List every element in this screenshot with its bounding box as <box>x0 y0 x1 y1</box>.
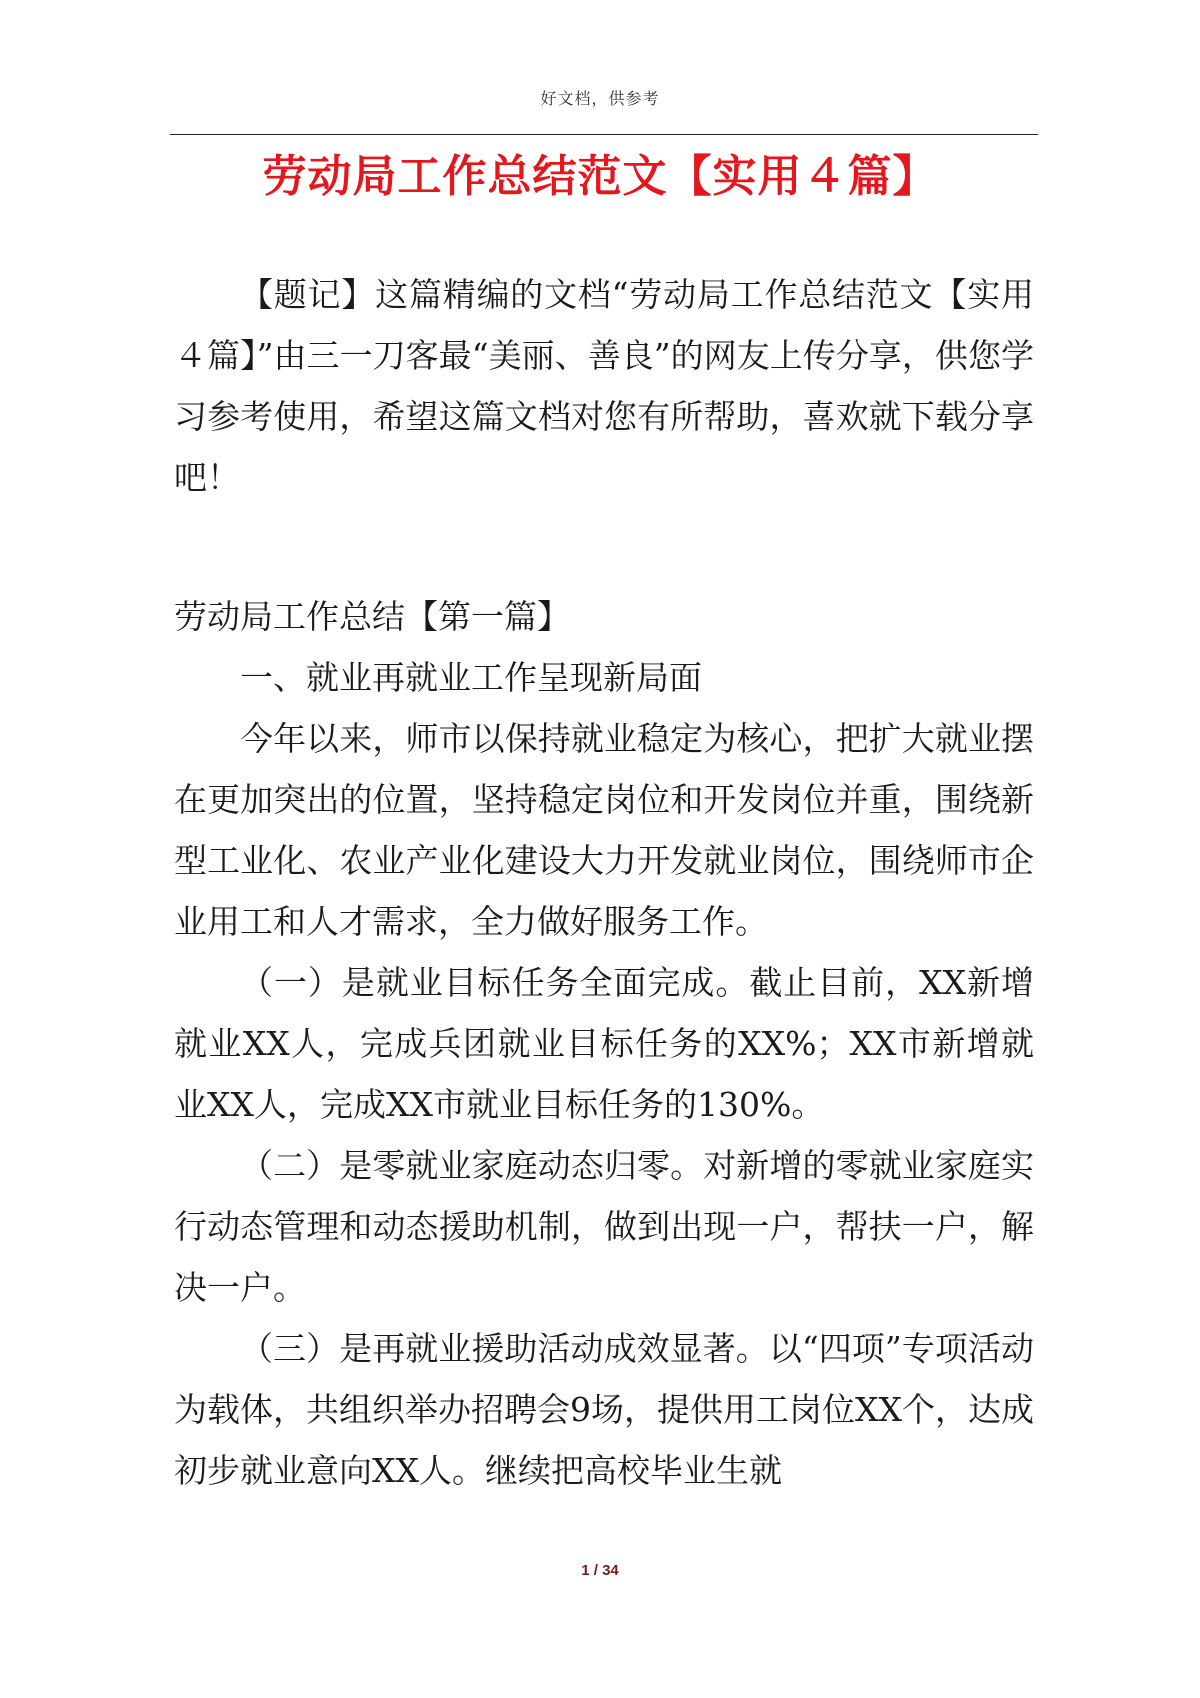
section-one <box>174 586 1034 1501</box>
body-paragraph: （三）是再就业援助活动成效显著。以“四项”专项活动为载体，共组织举办招聘会9场，提供用工岗位XX个，达成初步就业意向XX人。继续把高校毕业生就 <box>174 1329 1034 1490</box>
body-paragraph: （二）是零就业家庭动态归零。对新增的零就业家庭实行动态管理和动态援助机制，做到出现一户，帮扶一户，解决一户。 <box>174 1146 1034 1307</box>
document-title: 劳动局工作总结范文【实用４篇】 <box>262 151 938 202</box>
page-number: 1 / 34 <box>581 1562 619 1579</box>
intro-block <box>174 264 1034 508</box>
body-paragraph: （一）是就业目标任务全面完成。截止目前，XX新增就业XX人，完成兵团就业目标任务的XX%；XX市新增就业XX人，完成XX市就业目标任务的130%。 <box>174 963 1034 1124</box>
intro-paragraph: 【题记】这篇精编的文档“劳动局工作总结范文【实用４篇】”由三一刀客最“美丽、善良”的网友上传分享，供您学习参考使用，希望这篇文档对您有所帮助，喜欢就下载分享吧！ <box>174 275 1034 497</box>
body-paragraph: 今年以来，师市以保持就业稳定为核心，把扩大就业摆在更加突出的位置，坚持稳定岗位和开发岗位并重，围绕新型工业化、农业产业化建设大力开发就业岗位，围绕师市企业用工和人才需求，全力做好服务工作。 <box>174 719 1034 941</box>
header-divider <box>170 134 1038 135</box>
body-paragraph: 一、就业再就业工作呈现新局面 <box>240 658 702 697</box>
page-header-text: 好文档，供参考 <box>540 89 660 108</box>
section-heading: 劳动局工作总结【第一篇】 <box>174 597 570 636</box>
